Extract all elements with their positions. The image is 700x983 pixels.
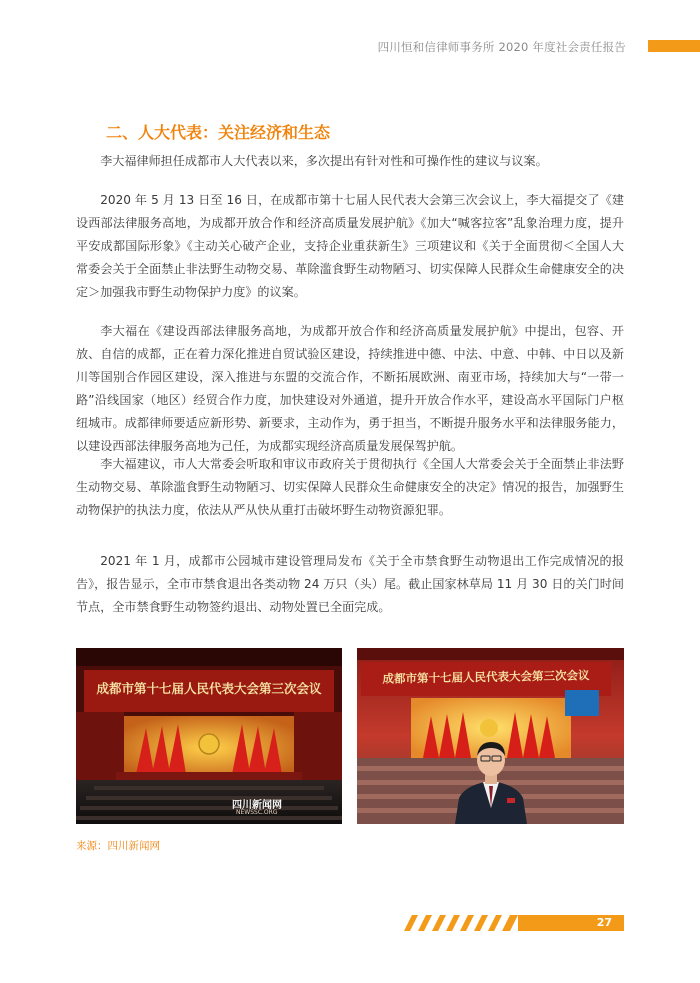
- watermark-text: 四川新闻网: [232, 800, 282, 811]
- photo-banner-text: 成都市第十七届人民代表大会第三次会议: [96, 681, 322, 696]
- running-header: 四川恒和信律师事务所 2020 年度社会责任报告: [377, 40, 626, 54]
- photo-source-caption: 来源：四川新闻网: [76, 840, 160, 852]
- congress-hall-illustration: [76, 648, 342, 824]
- congress-hall-photo: [76, 648, 342, 824]
- paragraph: 李大福在《建设西部法律服务高地，为成都开放合作和经济高质量发展护航》中提出，包容、开放、自信的成都，正在着力深化推进自贸试验区建设，持续推进中德、中法、中意、中韩、中日以及新川等国别合作园区建设，深入推进与东盟的交流合作，不断拓展欧洲、南亚市场，持续加大与“一带一路”沿线国家（地区）经贸合作力度，加快建设对外通道，提升开放合作水平，建设高水平国际门户枢纽城市。成都律师要适应新形势、新要求，主动作为，勇于担当，不断提升服务水平和法律服务能力，以建设西部法律服务高地为己任，为成都实现经济高质量发展保驾护航。: [76, 324, 624, 453]
- watermark-url: NEWSSC.ORG: [236, 809, 278, 816]
- photo-banner-text: 成都市第十七届人民代表大会第三次会议: [382, 668, 590, 686]
- paragraph: 2021 年 1 月，成都市公园城市建设管理局发布《关于全市禁食野生动物退出工作完成情况的报告》，报告显示，全市市禁食退出各类动物 24 万只（头）尾。截止国家林草局 11 月 30 日的关门时间节点，全市禁食野生动物签约退出、动物处置已全面完成。: [76, 554, 624, 614]
- section-title: 二、人大代表：关注经济和生态: [106, 123, 331, 142]
- paragraph: 李大福律师担任成都市人大代表以来，多次提出有针对性和可操作性的建议与议案。: [100, 154, 548, 168]
- stripes-decoration: [398, 915, 518, 931]
- paragraph: 2020 年 5 月 13 日至 16 日，在成都市第十七届人民代表大会第三次会议上，李大福提交了《建设西部法律服务高地，为成都开放合作和经济高质量发展护航》《加大“喊客拉客”乱象治理力度，提升平安成都国际形象》《主动关心破产企业，支持企业重获新生》三项建议和《关于全面贯彻＜全国人大常委会关于全面禁止非法野生动物交易、革除滥食野生动物陋习、切实保障人民群众生命健康安全的决定＞加强我市野生动物保护力度》的议案。: [76, 193, 624, 299]
- footer-stripes: [398, 915, 518, 931]
- header-accent-bar: [648, 40, 700, 52]
- delegate-portrait-photo: [357, 648, 624, 824]
- page-number: 27: [596, 916, 612, 929]
- page-number-box: [518, 915, 624, 931]
- paragraph: 李大福建议，市人大常委会听取和审议市政府关于贯彻执行《全国人大常委会关于全面禁止非法野生动物交易、革除滥食野生动物陋习、切实保障人民群众生命健康安全的决定》情况的报告，加强野生动物保护的执法力度，依法从严从快从重打击破坏野生动物资源犯罪。: [76, 457, 624, 517]
